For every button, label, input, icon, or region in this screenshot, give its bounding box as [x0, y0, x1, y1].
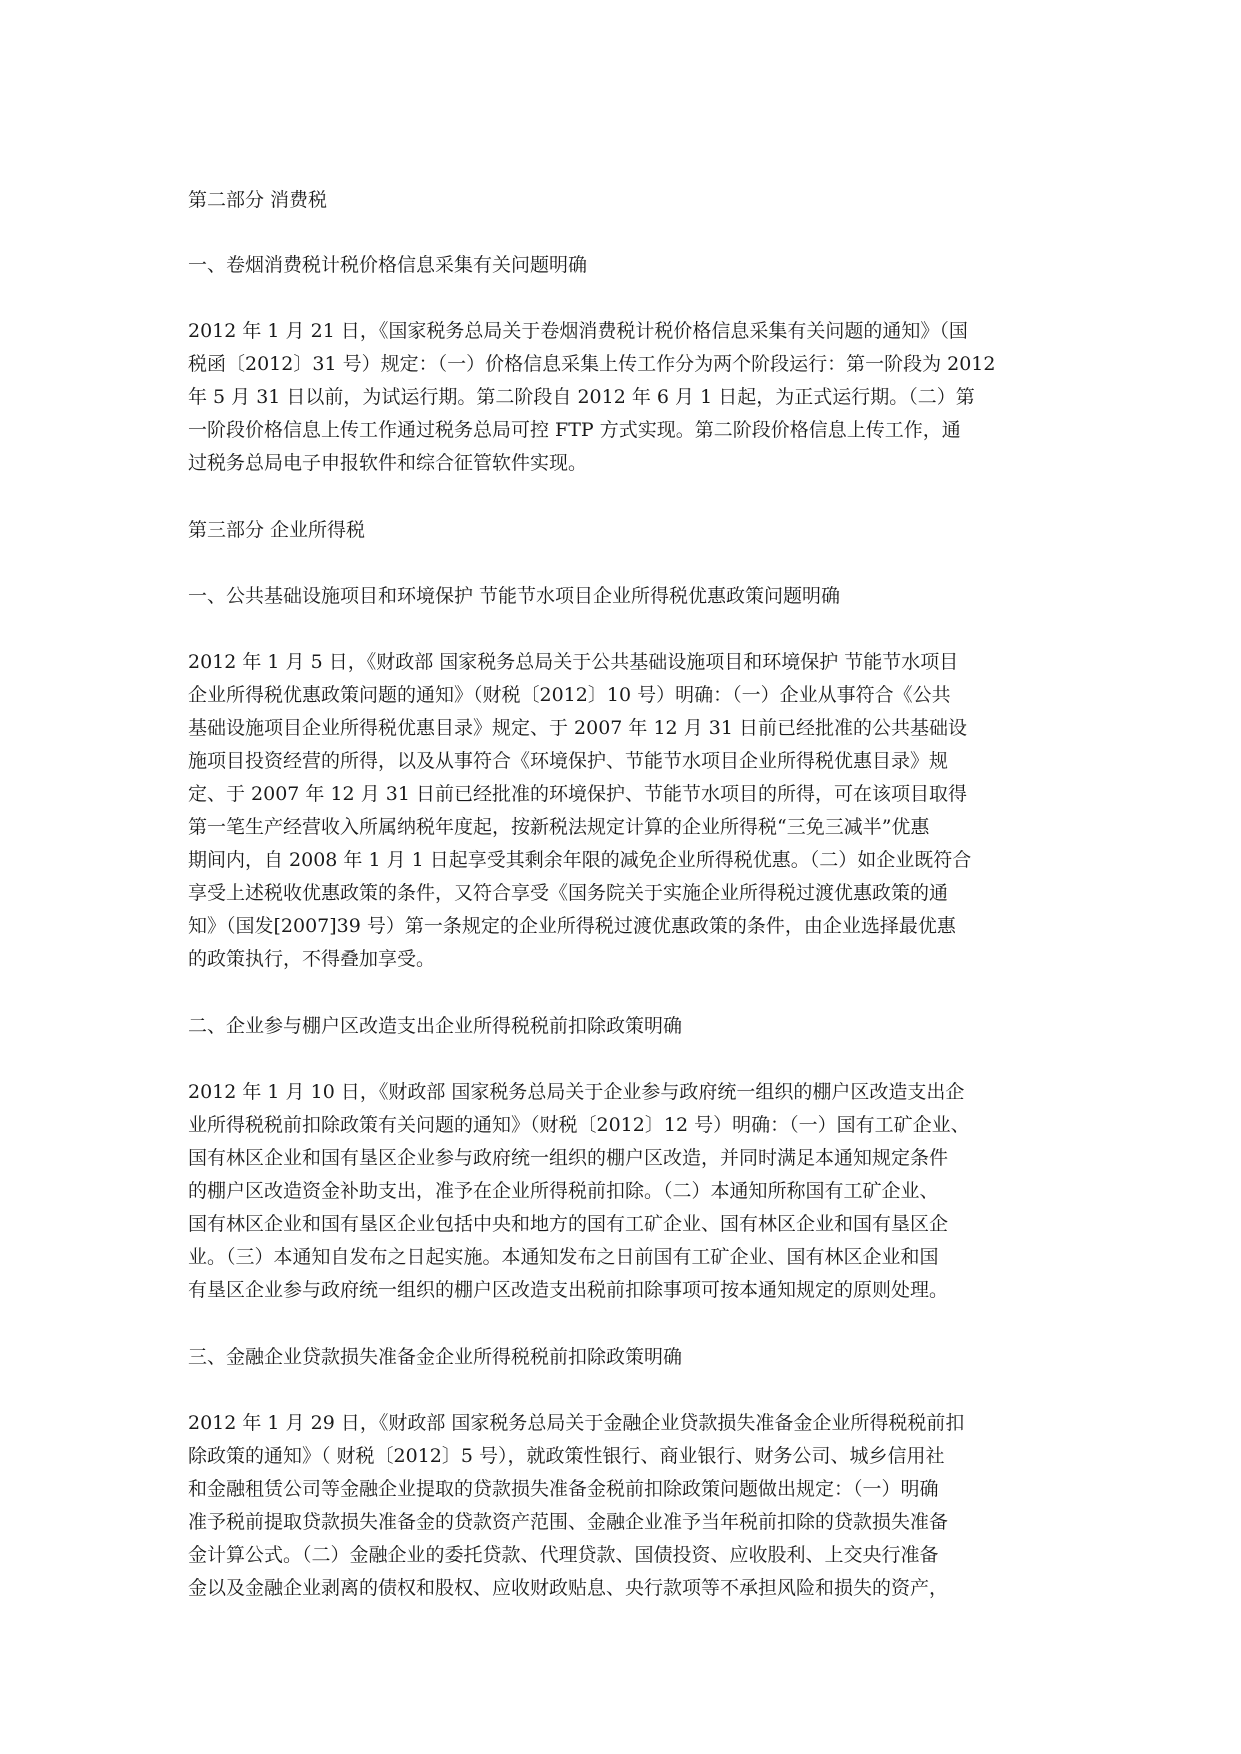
section-body: 2012 年 1 月 10 日，《财政部 国家税务总局关于企业参与政府统一组织的棚户区改造支出企 业所得税税前扣除政策有关问题的通知》（财税〔2012〕12 号）明确：（一）国有工矿企业、 国有林区企业和国有垦区企业参与政府统一组织的棚户区改造，并同时满足本通知规定条件 的棚户区改造资金补助支出，准予在企业所得税前扣除。（二）本通知所称国有工矿企业、 国有林区企业和国有垦区企业包括中央和地方的国有工矿企业、国有林区企业和国有垦区企 业。（三）本通知自发布之日起实施。本通知发布之日前国有工矿企业、国有林区企业和国 有垦区企业参与政府统一组织的棚户区改造支出税前扣除事项可按本通知规定的原则处理。: [188, 1081, 970, 1301]
section-body: 2012 年 1 月 29 日，《财政部 国家税务总局关于金融企业贷款损失准备金企业所得税税前扣 除政策的通知》（ 财税〔2012〕5 号），就政策性银行、商业银行、财务公司、城乡信用社 和金融租赁公司等金融企业提取的贷款损失准备金税前扣除政策问题做出规定：（一）明确 准予税前提取贷款损失准备金的贷款资产范围、金融企业准予当年税前扣除的贷款损失准备 金计算公式。（二）金融企业的委托贷款、代理贷款、国债投资、应收股利、上交央行准备 金以及金融企业剥离的债权和股权、应收财政贴息、央行款项等不承担风险和损失的资产，: [188, 1412, 965, 1599]
section-heading: 一、卷烟消费税计税价格信息采集有关问题明确: [188, 254, 588, 276]
section-heading: 二、企业参与棚户区改造支出企业所得税税前扣除政策明确: [188, 1015, 683, 1037]
section-heading: 三、金融企业贷款损失准备金企业所得税税前扣除政策明确: [188, 1346, 683, 1368]
part-title: 第二部分 消费税: [188, 189, 328, 211]
section-heading: 一、公共基础设施项目和环境保护 节能节水项目企业所得税优惠政策问题明确: [188, 585, 841, 607]
part-title: 第三部分 企业所得税: [188, 519, 366, 541]
section-body: 2012 年 1 月 5 日，《财政部 国家税务总局关于公共基础设施项目和环境保护 节能节水项目 企业所得税优惠政策问题的通知》（财税〔2012〕10 号）明确：（一）企业从事符合《公共 基础设施项目企业所得税优惠目录》规定、于 2007 年 12 月 31 日前已经批准的公共基础设 施项目投资经营的所得，以及从事符合《环境保护、节能节水项目企业所得税优惠目录》规 定、于 2007 年 12 月 31 日前已经批准的环境保护、节能节水项目的所得，可在该项目取得 第一笔生产经营收入所属纳税年度起，按新税法规定计算的企业所得税“三免三减半”优惠 期间内，自 2008 年 1 月 1 日起享受其剩余年限的减免企业所得税优惠。（二）如企业既符合 享受上述税收优惠政策的条件，又符合享受《国务院关于实施企业所得税过渡优惠政策的通 知》（国发[2007]39 号）第一条规定的企业所得税过渡优惠政策的条件，由企业选择最优惠 的政策执行，不得叠加享受。: [188, 651, 972, 970]
document-page: [188, 184, 1068, 1605]
section-body: 2012 年 1 月 21 日，《国家税务总局关于卷烟消费税计税价格信息采集有关问题的通知》（国 税函〔2012〕31 号）规定：（一）价格信息采集上传工作分为两个阶段运行：第一阶段为 2012 年 5 月 31 日以前，为试运行期。第二阶段自 2012 年 6 月 1 日起，为正式运行期。（二）第 一阶段价格信息上传工作通过税务总局可控 FTP 方式实现。第二阶段价格信息上传工作，通 过税务总局电子申报软件和综合征管软件实现。: [188, 320, 996, 474]
